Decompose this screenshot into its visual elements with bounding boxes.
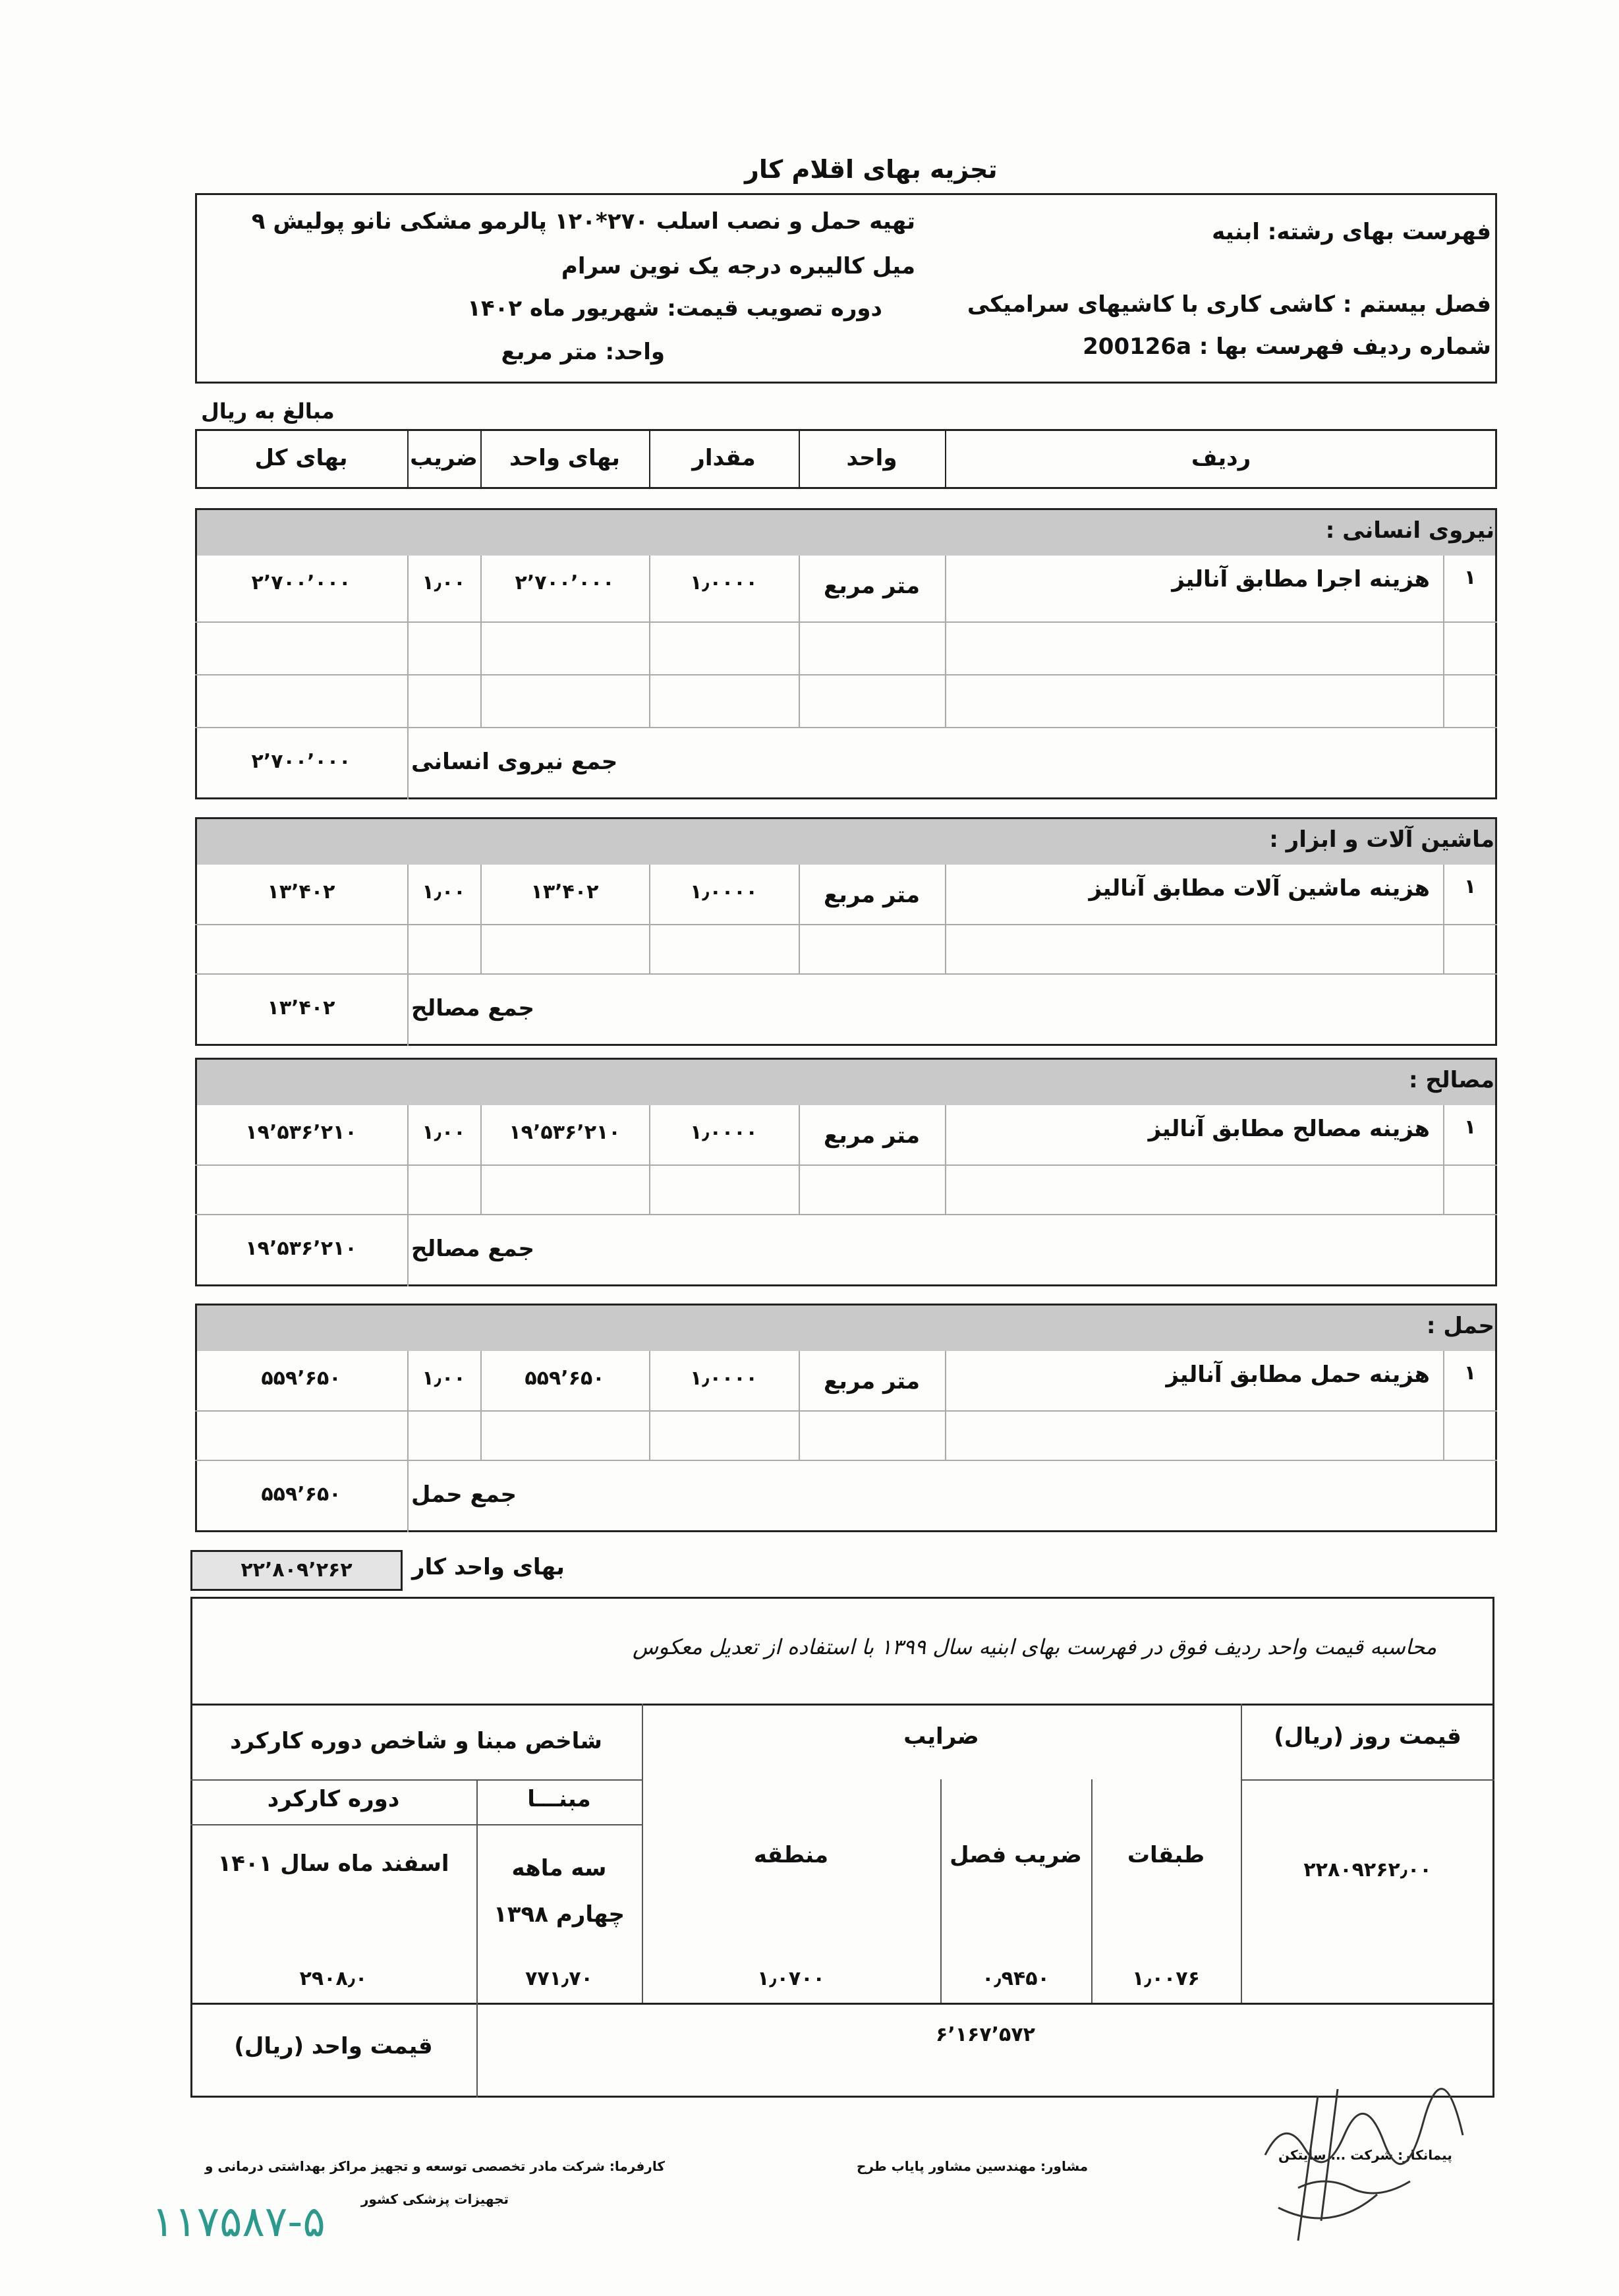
work-index-value: ۲۹۰۸٫۰ [299, 1967, 368, 1990]
item-unit: متر مربع [823, 1122, 921, 1149]
region-value: ۱٫۰۷۰۰ [757, 1967, 825, 1990]
cell-divider [649, 674, 650, 727]
section-title: نیروی انسانی : [1325, 517, 1494, 544]
column-divider [799, 429, 800, 489]
row-divider [195, 1410, 1497, 1412]
work-period: اسفند ماه سال ۱۴۰۱ [217, 1851, 449, 1877]
item-total: ۱۹٬۵۳۶٬۲۱۰ [245, 1121, 357, 1144]
calculation-note: محاسبه قیمت واحد ردیف فوق در فهرست بهای ابنیه سال ۱۳۹۹ با استفاده از تعدیل معکوس [633, 1634, 1437, 1659]
cell-divider [799, 621, 800, 674]
section-sum-label: جمع مصالح [411, 1236, 534, 1262]
work-unit-price-label: بهای واحد کار [412, 1554, 565, 1580]
cell-divider [945, 1410, 946, 1460]
item-unit-price: ۱۹٬۵۳۶٬۲۱۰ [509, 1121, 621, 1144]
cell-divider [407, 924, 409, 973]
amounts-currency-note: مبالغ به ریال [201, 399, 335, 424]
cell-divider [945, 865, 946, 924]
cell-divider [799, 674, 800, 727]
unit-label: واحد: متر مربع [501, 339, 665, 365]
section-title: حمل : [1426, 1313, 1494, 1339]
base-index-value: ۷۷۱٫۷۰ [525, 1967, 593, 1990]
row-divider [195, 621, 1497, 623]
item-coefficient: ۱٫۰۰ [422, 880, 466, 904]
cell-divider [799, 924, 800, 973]
section-title-band [197, 1060, 1495, 1105]
item-description-line2: میل کالیبره درجه یک نوین سرام [561, 253, 915, 279]
cell-divider [480, 674, 482, 727]
column-divider [480, 429, 482, 489]
column-divider [945, 429, 946, 489]
cell-divider [649, 621, 650, 674]
final-unit-price-label: قیمت واحد (ریال) [234, 2033, 433, 2059]
cell-divider [945, 674, 946, 727]
region-label: منطقه [753, 1842, 829, 1868]
cell-divider [649, 1164, 650, 1214]
cell-divider [407, 1214, 409, 1286]
cell-divider [945, 1164, 946, 1214]
cell-divider [945, 1351, 946, 1410]
approval-period: دوره تصویب قیمت: شهریور ماه ۱۴۰۲ [467, 295, 882, 322]
coefficients-label: ضرایب [903, 1723, 979, 1750]
cell-divider [945, 924, 946, 973]
price-list-row-number: شماره ردیف فهرست بها : 200126a [1083, 333, 1491, 360]
cell-divider [407, 973, 409, 1046]
row-divider [195, 1164, 1497, 1166]
section-title-band [197, 1306, 1495, 1351]
item-quantity: ۱٫۰۰۰۰ [690, 880, 758, 904]
contractor-signature-label: پیمانکار: شرکت ... سایتکن [1278, 2147, 1452, 2163]
cell-divider [945, 621, 946, 674]
chapter-coef-value: ۰٫۹۴۵۰ [982, 1967, 1050, 1990]
item-unit-price: ۵۵۹٬۶۵۰ [525, 1367, 605, 1390]
cell-divider [1443, 1410, 1444, 1460]
item-description: هزینه اجرا مطابق آنالیز [1172, 566, 1430, 592]
signature-icon [1239, 2076, 1555, 2247]
column-header-radif: ردیف [1191, 445, 1251, 471]
row-divider [195, 1460, 1497, 1461]
section-sum-value: ۱۳٬۴۰۲ [267, 996, 335, 1019]
daily-price-value: ۲۲۸۰۹۲۶۲٫۰۰ [1303, 1858, 1432, 1881]
section-sum-value: ۲٬۷۰۰٬۰۰۰ [251, 750, 351, 773]
cell-divider [407, 621, 409, 674]
employer-signature-label: کارفرما: شرکت مادر تخصصی توسعه و تجهیز مراکز بهداشتی درمانی و تجهیزات پزشکی کشور [205, 2158, 665, 2207]
row-divider [195, 924, 1497, 925]
cell-divider [480, 1164, 482, 1214]
floors-value: ۱٫۰۰۷۶ [1132, 1967, 1200, 1990]
cell-divider [1443, 924, 1444, 973]
item-total: ۲٬۷۰۰٬۰۰۰ [251, 571, 351, 594]
item-total: ۱۳٬۴۰۲ [267, 880, 335, 904]
cell-divider [407, 1164, 409, 1214]
item-quantity: ۱٫۰۰۰۰ [690, 1367, 758, 1390]
cell-divider [407, 1460, 409, 1532]
row-divider [195, 727, 1497, 728]
item-description-line1: تهیه حمل و نصب اسلب ۲۷۰*۱۲۰ پالرمو مشکی نانو پولیش ۹ [251, 208, 915, 235]
item-row-number: ۱ [1463, 566, 1477, 589]
section-sum-label: جمع حمل [411, 1481, 517, 1508]
item-unit-price: ۲٬۷۰۰٬۰۰۰ [515, 571, 615, 594]
column-header-unit: واحد [846, 445, 897, 471]
cell-divider [649, 924, 650, 973]
column-divider [649, 429, 650, 489]
price-list-name: فهرست بهای رشته: ابنیه [1212, 219, 1491, 245]
consultant-signature-label: مشاور: مهندسین مشاور پایاب طرح [857, 2158, 1089, 2174]
final-unit-price-value: ۶٬۱۶۷٬۵۷۲ [936, 2023, 1035, 2046]
cell-divider [945, 1105, 946, 1164]
column-header-unit-price: بهای واحد [509, 445, 620, 471]
cell-divider [799, 1164, 800, 1214]
header-box [195, 193, 1497, 384]
daily-price-label: قیمت روز (ریال) [1274, 1723, 1462, 1750]
base-label: مبنـــا [527, 1786, 591, 1812]
column-header-total: بهای کل [254, 445, 348, 471]
handwritten-reference-number: ۱۱۷۵۸۷-۵ [152, 2198, 326, 2247]
item-coefficient: ۱٫۰۰ [422, 1367, 466, 1390]
item-unit: متر مربع [823, 882, 921, 908]
cell-divider [1443, 674, 1444, 727]
item-description: هزینه مصالح مطابق آنالیز [1148, 1116, 1430, 1142]
row-divider [195, 1214, 1497, 1215]
item-row-number: ۱ [1463, 1116, 1477, 1139]
chapter-coef-label: ضریب فصل [950, 1842, 1082, 1868]
section-sum-label: جمع مصالح [411, 995, 534, 1021]
cell-divider [480, 1410, 482, 1460]
item-description: هزینه ماشین آلات مطابق آنالیز [1089, 875, 1430, 902]
column-divider [407, 429, 409, 489]
cell-divider [480, 621, 482, 674]
cell-divider [649, 1410, 650, 1460]
base-period: سه ماهه چهارم ۱۳۹۸ [493, 1855, 625, 1928]
cell-divider [1443, 621, 1444, 674]
section-sum-value: ۵۵۹٬۶۵۰ [261, 1483, 341, 1506]
chapter-name: فصل بیستم : کاشی کاری با کاشیهای سرامیکی [967, 291, 1491, 318]
item-row-number: ۱ [1463, 875, 1477, 898]
index-label: شاخص مبنا و شاخص دوره کارکرد [230, 1728, 602, 1754]
document-title: تجزیه بهای اقلام کار [745, 155, 998, 184]
work-unit-price-box [190, 1550, 403, 1591]
cell-divider [407, 1410, 409, 1460]
item-unit: متر مربع [823, 1368, 921, 1394]
floors-label: طبقات [1127, 1842, 1205, 1868]
cell-divider [1443, 1164, 1444, 1214]
section-title: ماشین آلات و ابزار : [1269, 826, 1494, 853]
cell-divider [407, 674, 409, 727]
item-unit: متر مربع [823, 573, 921, 599]
item-total: ۵۵۹٬۶۵۰ [261, 1367, 341, 1390]
section-sum-label: جمع نیروی انسانی [411, 749, 618, 775]
column-header-quantity: مقدار [692, 445, 756, 471]
column-header-coefficient: ضریب [410, 445, 478, 471]
item-unit-price: ۱۳٬۴۰۲ [530, 880, 599, 904]
item-coefficient: ۱٫۰۰ [422, 1121, 466, 1144]
cell-divider [945, 556, 946, 621]
item-coefficient: ۱٫۰۰ [422, 571, 466, 594]
work-unit-price-value: ۲۲٬۸۰۹٬۲۶۲ [241, 1559, 353, 1582]
item-quantity: ۱٫۰۰۰۰ [690, 571, 758, 594]
section-title: مصالح : [1408, 1067, 1494, 1093]
cell-divider [480, 924, 482, 973]
work-period-label: دوره کارکرد [267, 1786, 400, 1812]
section-sum-value: ۱۹٬۵۳۶٬۲۱۰ [245, 1237, 357, 1260]
cell-divider [407, 727, 409, 799]
row-divider [195, 973, 1497, 975]
section-title-band [197, 510, 1495, 556]
item-quantity: ۱٫۰۰۰۰ [690, 1121, 758, 1144]
cell-divider [799, 1410, 800, 1460]
row-divider [195, 674, 1497, 675]
item-description: هزینه حمل مطابق آنالیز [1166, 1362, 1430, 1388]
item-row-number: ۱ [1463, 1362, 1477, 1385]
